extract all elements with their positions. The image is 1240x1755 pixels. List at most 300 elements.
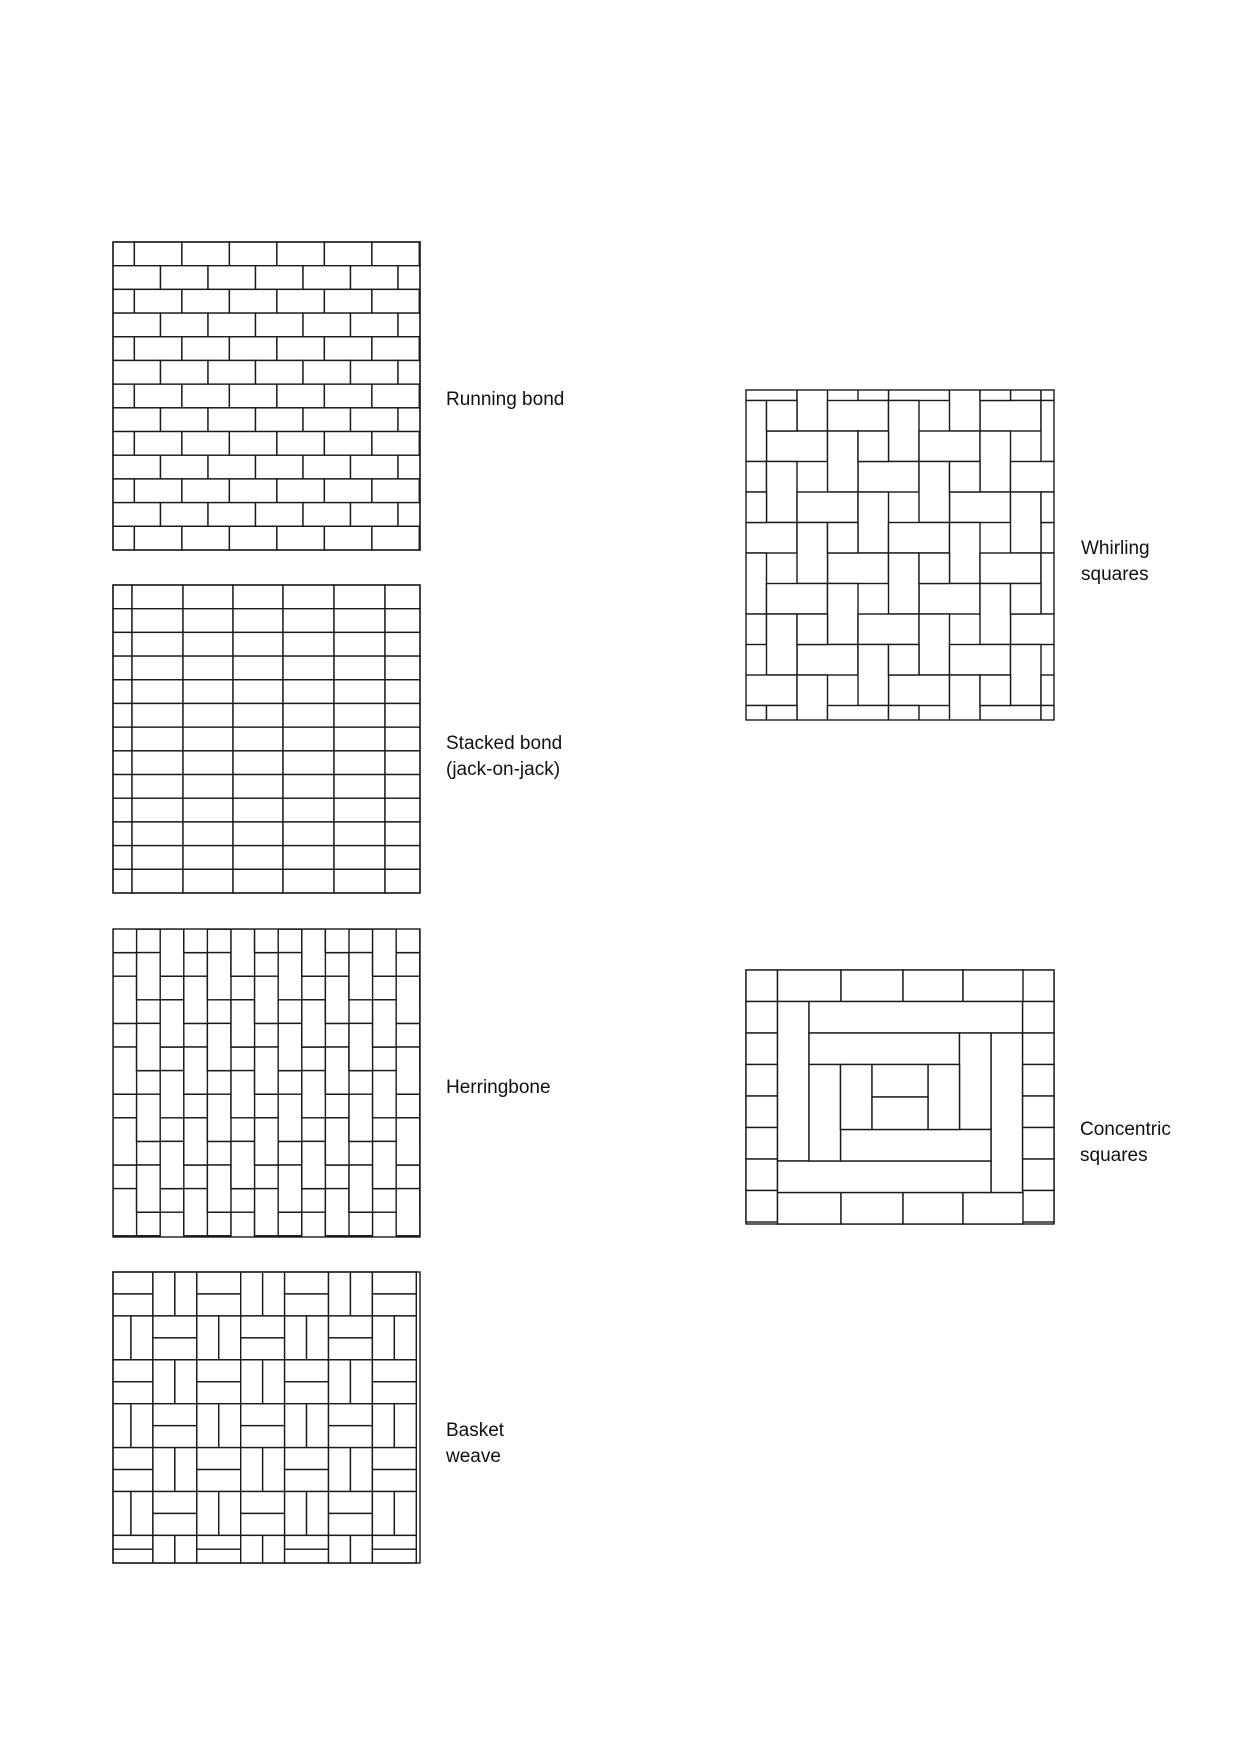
label-herringbone <box>446 1075 551 1101</box>
brick <box>113 727 132 751</box>
brick <box>385 751 420 775</box>
brick-vertical <box>255 1189 279 1236</box>
brick-horizontal <box>241 1492 285 1514</box>
brick-vertical <box>675 279 706 340</box>
brick-vertical <box>325 976 349 1023</box>
brick-horizontal <box>420 1118 467 1142</box>
brick-horizontal <box>1072 279 1133 310</box>
brick-vertical <box>1133 584 1164 645</box>
brick-vertical <box>175 1272 197 1316</box>
brick-vertical <box>858 797 889 858</box>
brick-vertical <box>443 1141 467 1188</box>
brick-vertical <box>950 218 981 279</box>
brick <box>113 869 132 893</box>
brick-horizontal <box>197 1360 241 1382</box>
square-gap <box>858 736 889 767</box>
brick-vertical <box>553 645 584 706</box>
brick-horizontal <box>872 1065 928 1098</box>
brick-vertical <box>443 1283 467 1330</box>
brick-horizontal <box>492 645 553 676</box>
brick <box>134 479 182 503</box>
edge-square <box>746 1191 778 1223</box>
brick-horizontal <box>1072 889 1133 920</box>
brick-vertical <box>113 1118 137 1165</box>
brick <box>334 585 385 609</box>
brick-horizontal <box>467 858 514 882</box>
square-gap <box>1163 736 1194 767</box>
brick-horizontal <box>153 1338 197 1360</box>
brick <box>283 846 334 870</box>
brick-horizontal <box>584 523 645 554</box>
brick-horizontal <box>1163 462 1224 493</box>
brick-horizontal <box>113 1535 153 1549</box>
brick-horizontal <box>241 1316 285 1338</box>
square-gap <box>889 645 920 676</box>
brick <box>183 846 233 870</box>
brick-vertical <box>285 1492 307 1536</box>
brick-vertical <box>372 1492 394 1536</box>
brick-horizontal <box>329 1404 373 1426</box>
square-gap <box>950 767 981 798</box>
brick-horizontal <box>153 1513 197 1535</box>
brick-horizontal <box>1194 370 1240 401</box>
brick-vertical <box>66 1094 90 1141</box>
brick <box>113 585 132 609</box>
brick-vertical <box>491 1165 515 1212</box>
brick-horizontal <box>1102 340 1163 371</box>
brick-horizontal <box>553 614 614 645</box>
brick <box>283 727 334 751</box>
brick <box>208 455 256 479</box>
brick-vertical <box>137 1094 161 1141</box>
brick-horizontal <box>1163 309 1224 340</box>
square-gap <box>1011 584 1042 615</box>
brick-vertical <box>491 953 515 1000</box>
square-gap <box>1102 919 1133 950</box>
brick <box>132 703 183 727</box>
edge-square <box>1023 1033 1055 1065</box>
brick-vertical <box>285 1316 307 1360</box>
brick-horizontal <box>828 553 889 584</box>
brick <box>256 455 304 479</box>
brick-horizontal <box>113 1549 153 1563</box>
brick-vertical <box>797 828 828 889</box>
brick-vertical <box>255 976 279 1023</box>
brick-horizontal <box>1011 767 1072 798</box>
brick-horizontal <box>858 919 919 950</box>
brick-horizontal <box>950 797 1011 828</box>
brick-horizontal <box>1224 431 1240 462</box>
square-gap <box>614 858 645 889</box>
brick-horizontal <box>841 1193 903 1225</box>
brick-vertical <box>153 1272 175 1316</box>
brick-vertical <box>255 1047 279 1094</box>
brick-vertical <box>980 431 1011 492</box>
brick-vertical <box>231 929 255 976</box>
brick-vertical <box>137 1165 161 1212</box>
label-stacked-bond <box>446 731 562 783</box>
brick-horizontal <box>197 1535 241 1549</box>
edge-square <box>1023 970 1055 1002</box>
brick-vertical <box>706 797 737 858</box>
brick-vertical <box>1011 340 1042 401</box>
brick-vertical <box>1102 675 1133 736</box>
brick-vertical <box>113 1316 131 1360</box>
brick-vertical <box>614 309 645 370</box>
brick-vertical <box>302 1071 326 1118</box>
brick <box>134 526 182 550</box>
brick-horizontal <box>42 1071 89 1095</box>
brick-vertical <box>175 1360 197 1404</box>
brick <box>351 360 399 384</box>
brick <box>233 798 283 822</box>
brick-horizontal <box>706 462 767 493</box>
brick-vertical <box>241 1360 263 1404</box>
brick-vertical <box>889 248 920 309</box>
brick-vertical <box>950 370 981 431</box>
brick-vertical <box>396 1047 420 1094</box>
brick <box>372 432 420 456</box>
brick-vertical <box>828 584 859 645</box>
brick-vertical <box>491 1236 515 1283</box>
brick-vertical <box>113 1047 137 1094</box>
brick-vertical <box>302 929 326 976</box>
brick <box>303 503 351 527</box>
brick <box>398 408 420 432</box>
brick-vertical <box>89 1000 113 1047</box>
brick-horizontal <box>903 970 963 1002</box>
brick <box>385 585 420 609</box>
brick-horizontal <box>329 1338 373 1360</box>
brick-vertical <box>980 584 1011 645</box>
brick <box>277 479 325 503</box>
brick-vertical <box>553 797 584 858</box>
brick-horizontal <box>285 1272 329 1294</box>
brick-vertical <box>736 248 767 309</box>
brick-horizontal <box>675 401 736 432</box>
brick-horizontal <box>828 248 889 279</box>
brick-horizontal <box>443 882 490 906</box>
brick-horizontal <box>420 976 467 1000</box>
pattern-running-bond <box>113 242 420 550</box>
brick <box>372 384 420 408</box>
brick-horizontal <box>614 126 675 157</box>
brick-horizontal <box>736 370 797 401</box>
brick-horizontal <box>858 614 919 645</box>
brick-horizontal <box>467 1212 514 1236</box>
square-gap <box>645 767 676 798</box>
brick-vertical <box>113 1492 131 1536</box>
brick <box>113 242 134 266</box>
brick <box>351 455 399 479</box>
brick <box>208 360 256 384</box>
brick <box>303 266 351 290</box>
brick-vertical <box>394 1404 416 1448</box>
brick-horizontal <box>285 1360 329 1382</box>
square-gap <box>675 675 706 706</box>
brick-horizontal <box>584 675 645 706</box>
brick-horizontal <box>197 1294 241 1316</box>
brick-horizontal <box>1072 1041 1133 1072</box>
brick-horizontal <box>1102 950 1163 981</box>
brick-horizontal <box>778 1161 992 1193</box>
brick-vertical <box>263 1448 285 1492</box>
square-gap <box>1133 828 1164 859</box>
brick-horizontal <box>980 858 1041 889</box>
brick-horizontal <box>207 905 254 929</box>
square-gap <box>1102 309 1133 340</box>
brick <box>283 632 334 656</box>
brick-horizontal <box>828 858 889 889</box>
brick-vertical <box>329 1360 351 1404</box>
square-gap <box>736 797 767 828</box>
brick <box>233 585 283 609</box>
brick <box>183 656 233 680</box>
brick <box>113 289 134 313</box>
brick-vertical <box>1194 553 1225 614</box>
brick <box>233 751 283 775</box>
brick-horizontal <box>113 1448 153 1470</box>
brick-vertical <box>175 1448 197 1492</box>
brick-horizontal <box>349 905 396 929</box>
brick <box>324 337 372 361</box>
brick-vertical <box>736 858 767 919</box>
brick-horizontal <box>797 187 858 218</box>
brick-vertical <box>443 1000 467 1047</box>
square-gap <box>828 218 859 249</box>
brick-horizontal <box>858 462 919 493</box>
brick <box>113 680 132 704</box>
brick <box>132 680 183 704</box>
brick-vertical <box>302 1000 326 1047</box>
brick <box>385 703 420 727</box>
brick-horizontal <box>1163 767 1224 798</box>
brick <box>134 242 182 266</box>
brick <box>277 384 325 408</box>
brick-horizontal <box>1011 919 1072 950</box>
brick-horizontal <box>467 1141 514 1165</box>
square-gap <box>736 187 767 218</box>
brick-vertical <box>285 1404 307 1448</box>
whirling-squares-diagram <box>746 390 1054 720</box>
brick-horizontal <box>197 1382 241 1404</box>
brick-vertical <box>325 1189 349 1236</box>
square-gap <box>553 431 584 462</box>
brick <box>283 751 334 775</box>
edge-square <box>1023 1159 1055 1191</box>
brick-horizontal <box>372 1360 416 1382</box>
brick-vertical <box>350 1272 372 1316</box>
label-running-bond <box>446 387 564 413</box>
brick-vertical <box>350 1448 372 1492</box>
brick <box>208 503 256 527</box>
square-gap <box>1011 279 1042 310</box>
brick-horizontal <box>197 1470 241 1492</box>
pattern-stacked-bond <box>113 585 420 893</box>
brick <box>132 656 183 680</box>
brick <box>183 798 233 822</box>
brick-horizontal <box>372 1470 416 1492</box>
brick-vertical <box>614 614 645 675</box>
brick-horizontal <box>302 1236 349 1260</box>
brick-vertical <box>614 462 645 523</box>
brick-horizontal <box>980 706 1041 737</box>
brick-vertical <box>373 1141 397 1188</box>
brick-horizontal <box>197 1448 241 1470</box>
brick <box>113 703 132 727</box>
brick-horizontal <box>523 553 584 584</box>
brick-vertical <box>889 401 920 462</box>
brick-vertical <box>858 645 889 706</box>
brick-vertical <box>919 614 950 675</box>
brick-vertical <box>675 889 706 950</box>
brick-horizontal <box>584 828 645 859</box>
square-gap <box>584 340 615 371</box>
brick-vertical <box>241 1535 263 1563</box>
brick-horizontal <box>1041 828 1102 859</box>
brick-vertical <box>131 1316 153 1360</box>
brick-vertical <box>66 882 90 929</box>
brick-vertical <box>736 401 767 462</box>
brick <box>161 455 209 479</box>
brick-vertical <box>858 492 889 553</box>
brick-horizontal <box>736 218 797 249</box>
square-gap <box>1194 340 1225 371</box>
brick-vertical <box>584 401 615 462</box>
brick <box>334 869 385 893</box>
brick-vertical <box>706 645 737 706</box>
brick-vertical <box>420 953 444 1000</box>
brick-horizontal <box>1072 431 1133 462</box>
brick-vertical <box>131 1492 153 1536</box>
brick-vertical <box>767 767 798 828</box>
brick-vertical <box>420 1236 444 1283</box>
brick <box>183 727 233 751</box>
brick-horizontal <box>778 970 842 1002</box>
brick-horizontal <box>329 1513 373 1535</box>
brick-vertical <box>492 675 523 736</box>
square-gap <box>645 157 676 188</box>
brick-vertical <box>255 1118 279 1165</box>
brick-vertical <box>1011 492 1042 553</box>
brick <box>233 703 283 727</box>
brick-horizontal <box>372 1294 416 1316</box>
brick-vertical <box>645 523 676 584</box>
brick-horizontal <box>523 858 584 889</box>
square-gap <box>1011 889 1042 920</box>
brick <box>161 266 209 290</box>
brick-vertical <box>645 370 676 431</box>
brick-vertical <box>467 1189 491 1236</box>
brick-vertical <box>329 1535 351 1563</box>
brick <box>283 703 334 727</box>
brick-vertical <box>420 1165 444 1212</box>
square-gap <box>645 462 676 493</box>
brick-vertical <box>675 736 706 797</box>
brick <box>385 656 420 680</box>
square-gap <box>492 614 523 645</box>
brick-vertical <box>66 953 90 1000</box>
brick-vertical <box>767 157 798 218</box>
brick-horizontal <box>1133 706 1194 737</box>
brick <box>385 727 420 751</box>
edge-square <box>746 970 778 1002</box>
brick <box>334 822 385 846</box>
brick-horizontal <box>584 370 645 401</box>
brick <box>256 408 304 432</box>
brick-horizontal <box>778 1193 842 1225</box>
brick-horizontal <box>919 431 980 462</box>
label-whirling-squares-line-2: squares <box>1081 564 1149 585</box>
brick-vertical <box>1041 401 1072 462</box>
brick-horizontal <box>373 1236 420 1260</box>
brick-vertical <box>175 1535 197 1563</box>
brick-horizontal <box>285 1470 329 1492</box>
brick <box>183 609 233 633</box>
brick <box>372 526 420 550</box>
brick-horizontal <box>278 905 325 929</box>
brick-vertical <box>1163 645 1194 706</box>
pattern-whirling-squares <box>746 390 1054 720</box>
brick <box>334 632 385 656</box>
edge-square <box>746 1096 778 1128</box>
brick-vertical <box>809 1065 841 1162</box>
brick-horizontal <box>767 279 828 310</box>
brick-vertical <box>889 553 920 614</box>
square-gap <box>828 523 859 554</box>
brick-vertical <box>307 1404 329 1448</box>
brick-vertical <box>89 1283 113 1330</box>
brick <box>351 266 399 290</box>
brick-vertical <box>263 1360 285 1404</box>
brick-vertical <box>467 1259 491 1306</box>
brick-horizontal <box>197 1272 241 1294</box>
brick-horizontal <box>241 1404 285 1426</box>
brick-vertical <box>113 1189 137 1236</box>
brick-vertical <box>219 1404 241 1448</box>
square-gap <box>767 706 798 737</box>
brick-vertical <box>263 1535 285 1563</box>
brick <box>182 337 230 361</box>
brick-horizontal <box>113 1294 153 1316</box>
brick <box>132 727 183 751</box>
brick-vertical <box>828 889 859 950</box>
brick-horizontal <box>1194 675 1240 706</box>
brick-vertical <box>1163 797 1194 858</box>
square-gap <box>523 828 554 859</box>
brick-horizontal <box>66 1189 113 1213</box>
edge-square <box>746 1128 778 1160</box>
brick <box>183 703 233 727</box>
whirling-bricks <box>401 126 1240 1072</box>
brick-vertical <box>1194 706 1225 767</box>
brick-horizontal <box>706 767 767 798</box>
brick-horizontal <box>241 1513 285 1535</box>
square-gap <box>797 614 828 645</box>
brick-horizontal <box>372 1535 416 1549</box>
brick-horizontal <box>919 736 980 767</box>
brick-vertical <box>325 1047 349 1094</box>
brick-vertical <box>89 1212 113 1259</box>
pattern-basket-weave <box>113 1272 420 1563</box>
brick-vertical <box>467 1118 491 1165</box>
brick <box>113 384 134 408</box>
brick-horizontal <box>706 157 767 188</box>
brick-vertical <box>278 1165 302 1212</box>
brick-vertical <box>325 1118 349 1165</box>
square-gap <box>1041 492 1072 523</box>
square-gap <box>1194 645 1225 676</box>
